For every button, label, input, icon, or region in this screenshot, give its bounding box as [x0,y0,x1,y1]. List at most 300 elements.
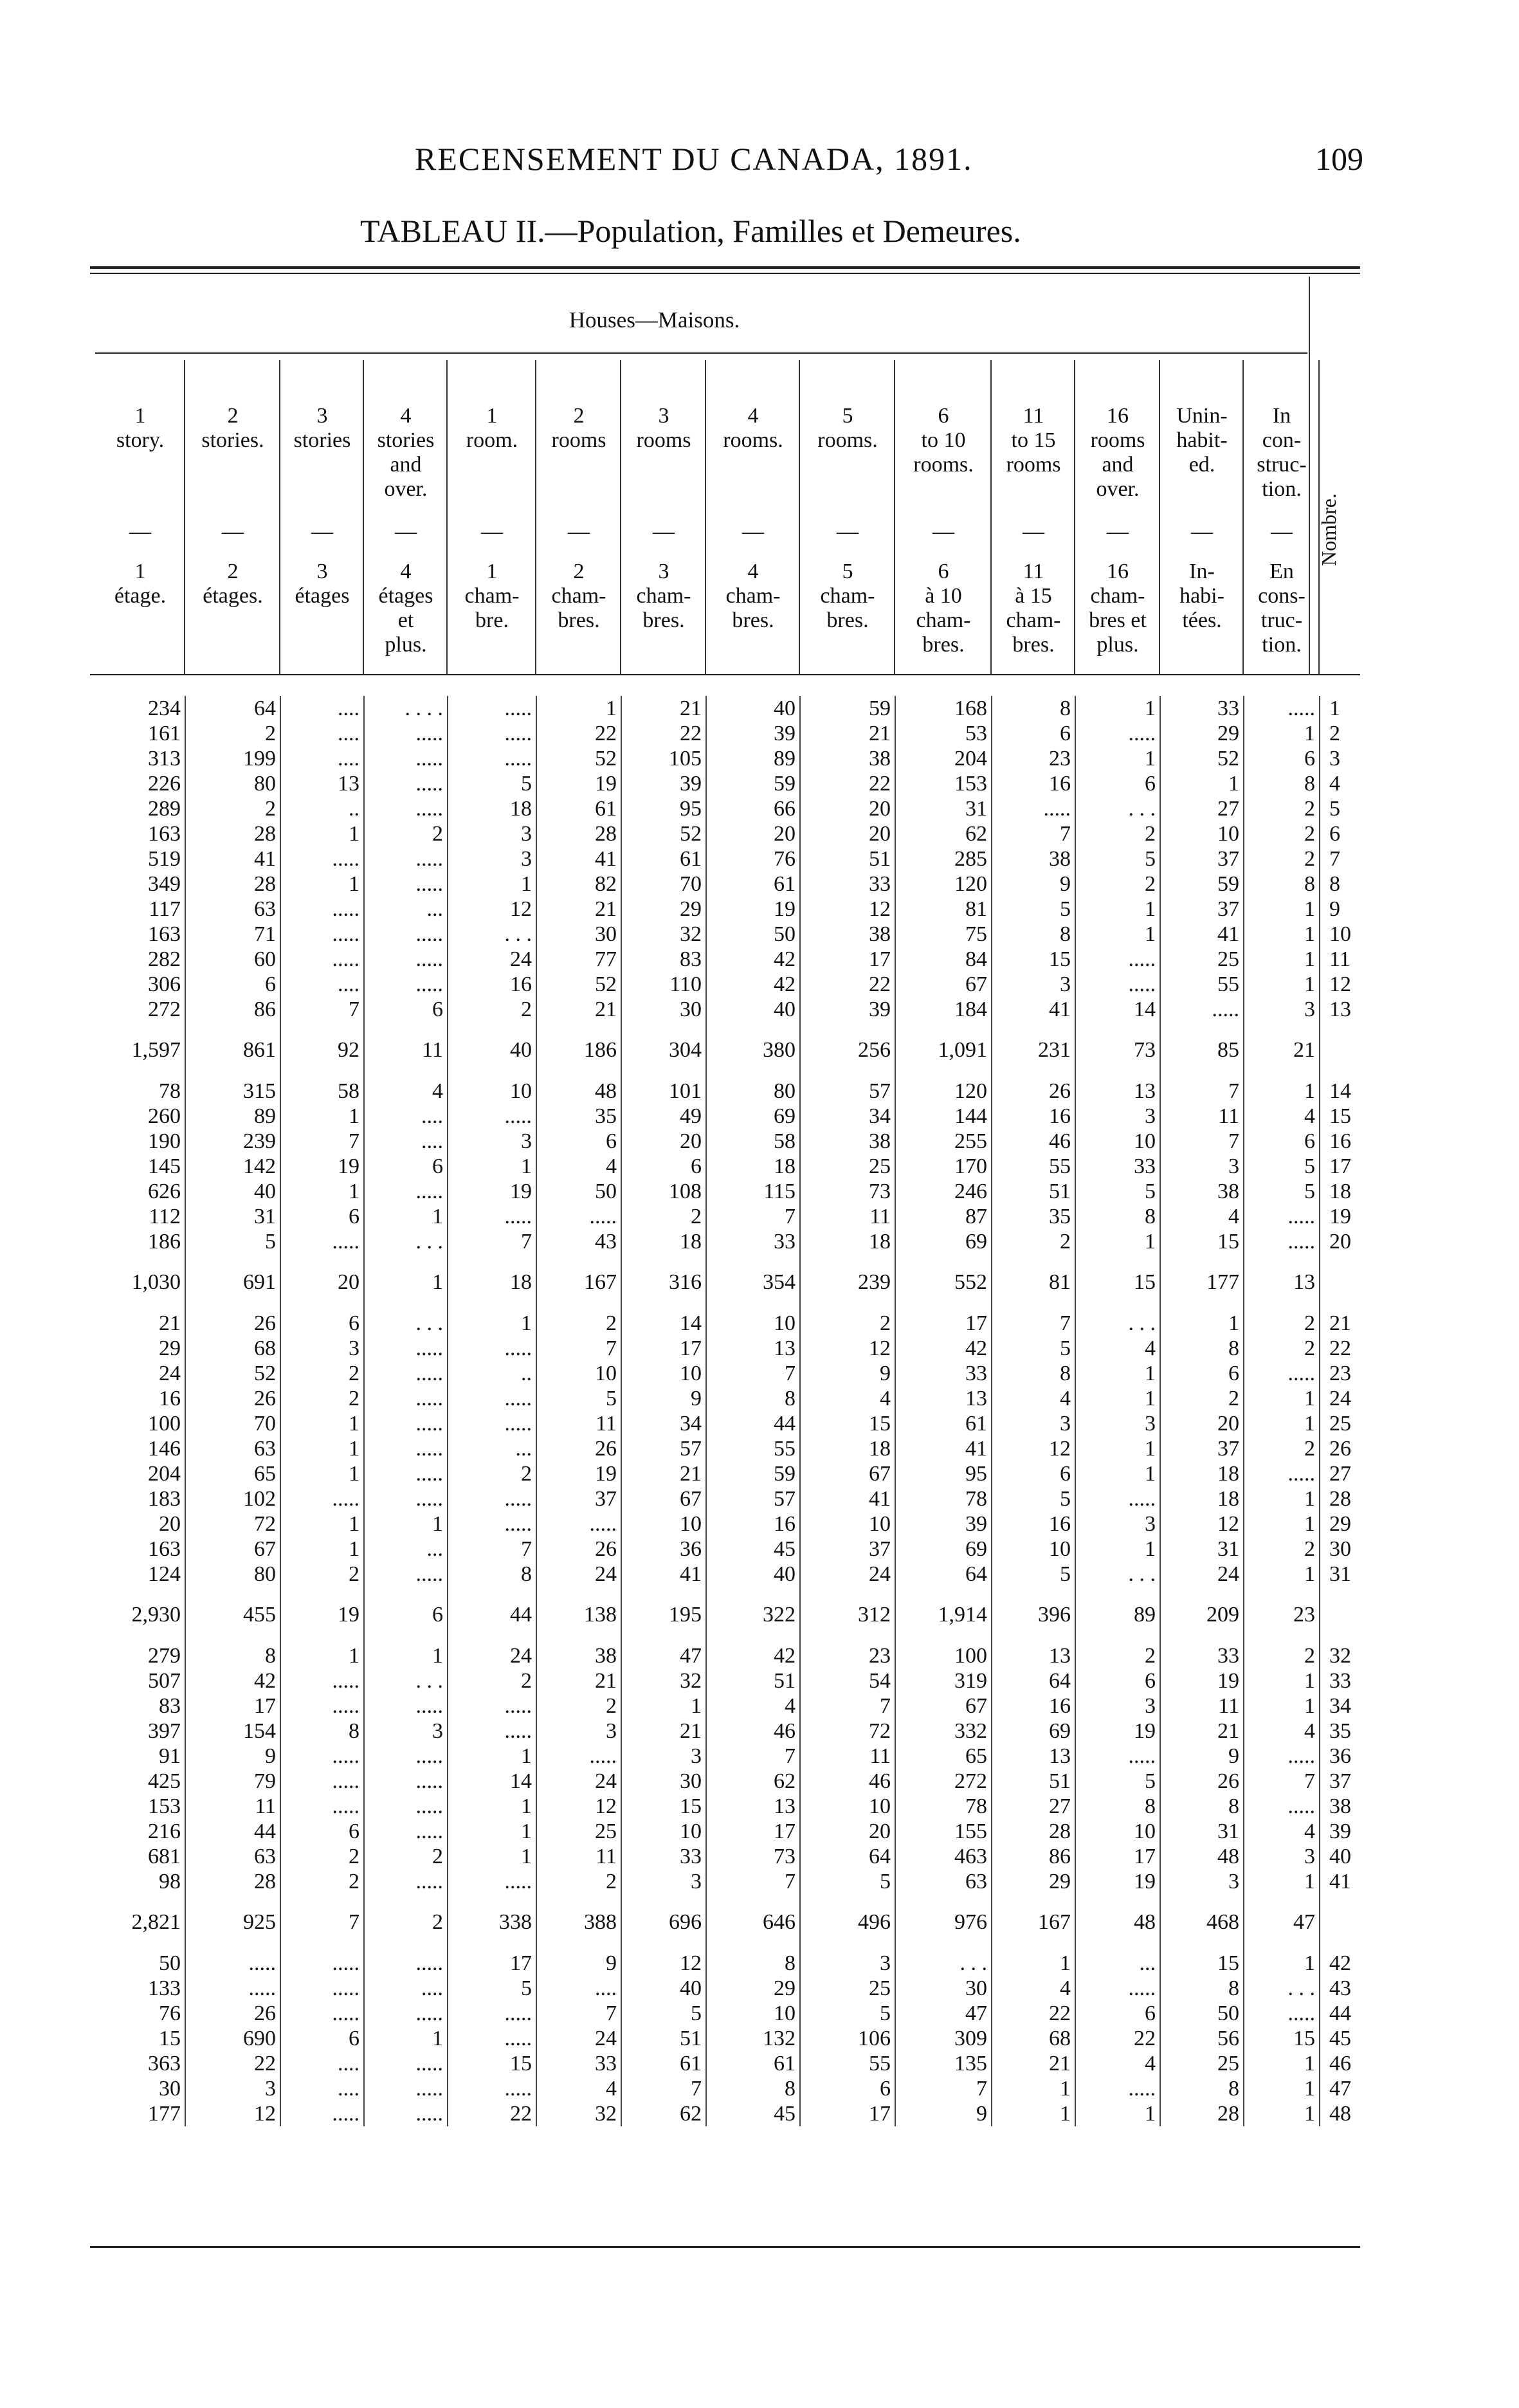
table-row [95,846,1378,871]
top-double-rule-inner [90,273,1360,274]
table-cell: 26 [992,1079,1075,1104]
table-row [95,1436,1378,1461]
table-cell: 40 [621,1976,706,2001]
table-cell: 10 [621,1511,706,1537]
table-cell: ..... [364,972,448,997]
table-cell: 16 [706,1511,800,1537]
table-cell: 63 [895,1869,992,1894]
table-cell: 23 [1244,1587,1320,1643]
header-line: to 15 [1011,428,1056,452]
table-cell: 43 [536,1229,621,1254]
table-cell: 24 [448,1643,536,1668]
header-dash: — [481,520,503,543]
table-cell: ..... [364,721,448,746]
table-cell: 17 [800,2101,895,2126]
table-cell: 63 [185,1436,280,1461]
header-line: bres. [558,608,600,632]
table-cell: ..... [364,771,448,796]
section-heading-underline [95,352,1307,354]
header-dash: — [742,520,764,543]
table-cell: 72 [185,1511,280,1537]
header-line: to 10 [921,428,966,452]
table-cell: . . . [1075,796,1160,821]
table-cell: 6 [992,1461,1075,1486]
table-cell: 226 [95,771,185,796]
table-cell: 89 [185,1104,280,1129]
table-cell: 7 [536,1336,621,1361]
table-cell: ..... [448,1204,536,1229]
top-double-rule [90,266,1360,269]
table-cell: ..... [448,1104,536,1129]
table-cell: 38 [800,1129,895,1154]
table-cell: ..... [1244,2001,1320,2026]
header-line: rooms [551,428,606,452]
subtotal-row [95,1254,1378,1311]
table-cell: 552 [895,1254,992,1311]
table-cell: 33 [621,1844,706,1869]
header-line: bres et [1089,608,1147,632]
table-cell: 24 [95,1361,185,1386]
table-cell: ..... [364,1461,448,1486]
table-cell: 388 [536,1894,621,1951]
table-cell: 204 [95,1461,185,1486]
table-cell: 48 [1075,1894,1160,1951]
table-cell: 425 [95,1769,185,1794]
table-cell: 3 [448,821,536,846]
header-dash: — [311,520,333,543]
table-cell: 5 [1244,1179,1320,1204]
table-cell: 38 [800,746,895,771]
table-cell: 22 [992,2001,1075,2026]
header-line: cham- [551,584,606,608]
row-number: 37 [1329,1769,1351,1793]
table-row [95,947,1378,972]
column-header-fr [621,560,706,633]
subtotal-row [95,1022,1378,1079]
table-cell: 177 [95,2101,185,2126]
table-cell: 22 [800,972,895,997]
table-cell: 21 [621,696,706,721]
table-cell: 4 [1160,1204,1244,1229]
table-cell: 167 [992,1894,1075,1951]
table-cell: 42 [706,972,800,997]
table-cell: 100 [95,1411,185,1436]
table-cell: 41 [536,846,621,871]
table-cell: 349 [95,871,185,897]
table-cell: 5 [185,1229,280,1254]
table-cell: 354 [706,1254,800,1311]
row-number: 18 [1329,1180,1351,1203]
header-line: 2 [573,560,585,583]
table-cell: 57 [621,1436,706,1461]
table-cell: 10 [448,1079,536,1104]
table-cell: 4 [536,1154,621,1179]
table-cell: 18 [800,1229,895,1254]
header-line: 2 [227,560,239,583]
table-cell: 3 [1075,1693,1160,1719]
table-cell: 3 [1075,1511,1160,1537]
table-cell: 89 [1075,1587,1160,1643]
table-cell: 1 [1244,2051,1320,2076]
table-cell: ..... [364,796,448,821]
table-cell: 115 [706,1179,800,1204]
table-cell: 20 [1160,1411,1244,1436]
table-cell: 12 [1160,1511,1244,1537]
header-line: In [1272,404,1291,428]
subtotal-row [95,1894,1378,1951]
table-cell: 34 [621,1411,706,1436]
table-cell: ..... [364,1794,448,1819]
table-cell: 8 [280,1719,364,1744]
table-cell: ..... [364,1769,448,1794]
table-cell: 10 [706,1311,800,1336]
table-cell: ..... [448,1386,536,1411]
table-cell: 10 [536,1361,621,1386]
table-cell: 1 [280,1537,364,1562]
table-cell: 1 [448,1819,536,1844]
table-cell: 2 [280,1361,364,1386]
table-cell: 28 [536,821,621,846]
table-cell: ..... [448,746,536,771]
table-cell: ..... [448,1511,536,1537]
table-row [95,1386,1378,1411]
table-cell: 18 [1160,1461,1244,1486]
table-row [95,1844,1378,1869]
table-row [95,1204,1378,1229]
table-cell: 16 [992,1693,1075,1719]
table-cell: 11 [536,1844,621,1869]
header-line: 2 [227,404,239,428]
table-cell: 1 [1075,2101,1160,2126]
table-cell: 108 [621,1179,706,1204]
table-cell: 55 [992,1154,1075,1179]
table-cell: 39 [706,721,800,746]
table-cell: 30 [536,922,621,947]
table-cell: 61 [895,1411,992,1436]
table-cell: 73 [800,1179,895,1204]
table-cell: 6 [280,2026,364,2051]
row-number: 33 [1329,1669,1351,1693]
table-cell: 6 [992,721,1075,746]
table-cell: 4 [1075,2051,1160,2076]
table-cell: 29 [992,1869,1075,1894]
table-cell: ..... [280,2001,364,2026]
table-cell: 89 [706,746,800,771]
table-cell: 21 [95,1311,185,1336]
table-cell: 7 [706,1204,800,1229]
table-cell: 40 [706,997,800,1022]
table-cell: 68 [992,2026,1075,2051]
row-number: 19 [1329,1205,1351,1228]
row-number: 36 [1329,1744,1351,1768]
table-cell: 33 [800,871,895,897]
table-cell: 1 [280,1179,364,1204]
table-cell: 11 [800,1744,895,1769]
table-cell: 26 [536,1537,621,1562]
table-cell: ..... [364,2051,448,2076]
table-cell: 59 [800,696,895,721]
table-cell: 6 [185,972,280,997]
header-line: cons- [1258,584,1305,608]
table-cell: ..... [448,721,536,746]
table-row [95,1668,1378,1693]
table-cell: 51 [800,846,895,871]
table-cell: 22 [448,2101,536,2126]
table-cell: 1 [536,696,621,721]
column-header-en [95,404,185,543]
table-cell: 46 [706,1719,800,1744]
table-cell: 38 [992,846,1075,871]
table-cell: 7 [706,1744,800,1769]
header-line: bre. [475,608,509,632]
table-cell: 95 [621,796,706,821]
header-line: 4 [400,404,412,428]
header-line: bres. [642,608,685,632]
table-cell: 144 [895,1104,992,1129]
table-cell: 33 [1075,1154,1160,1179]
column-header-en [621,404,706,543]
table-cell: 10 [800,1794,895,1819]
table-row [95,1794,1378,1819]
table-cell: 95 [895,1461,992,1486]
table-cell: 1 [1160,771,1244,796]
table-cell: ..... [1075,1486,1160,1511]
header-line: tées. [1182,608,1222,632]
table-cell: ..... [364,1744,448,1769]
table-cell: 9 [800,1361,895,1386]
table-cell: 78 [895,1794,992,1819]
header-line: 3 [658,560,669,583]
table-cell: 80 [185,1562,280,1587]
table-cell: 2 [1160,1386,1244,1411]
table-cell: 691 [185,1254,280,1311]
row-number: 42 [1329,1951,1351,1975]
table-cell: 20 [800,821,895,846]
table-cell: 6 [1160,1361,1244,1386]
table-cell: 246 [895,1179,992,1204]
table-cell: 2 [1244,1336,1320,1361]
table-cell: 272 [95,997,185,1022]
table-cell: ..... [448,2026,536,2051]
header-line: 1 [134,560,146,583]
header-line: rooms. [913,453,974,477]
table-cell: 304 [621,1022,706,1079]
table-cell: 12 [800,1336,895,1361]
table-cell: 30 [621,997,706,1022]
table-cell: 40 [448,1022,536,1079]
table-cell: .... [280,696,364,721]
table-cell: 33 [1160,696,1244,721]
table-cell: 6 [800,2076,895,2101]
row-number: 24 [1329,1387,1351,1410]
table-cell: ..... [1244,1744,1320,1769]
table-cell: .... [280,2076,364,2101]
header-line: bres. [922,633,965,657]
table-cell: ..... [185,1976,280,2001]
header-line: In- [1189,560,1215,583]
header-line: cham- [820,584,875,608]
table-cell: ..... [364,1411,448,1436]
table-row [95,871,1378,897]
column-header-en [1075,404,1160,543]
table-cell: . . . [364,1311,448,1336]
table-cell: 6 [280,1204,364,1229]
table-cell: 2 [448,1461,536,1486]
table-cell: 100 [895,1643,992,1668]
row-number: 8 [1329,872,1340,896]
table-cell: 55 [800,2051,895,2076]
table-cell: 15 [992,947,1075,972]
table-cell: 14 [1075,997,1160,1022]
table-cell: 163 [95,1537,185,1562]
table-cell: 59 [706,771,800,796]
table-cell: 7 [800,1693,895,1719]
table-cell: 32 [621,922,706,947]
header-line: 16 [1107,404,1129,428]
header-dash: — [1191,520,1213,543]
table-cell: 58 [280,1079,364,1104]
table-cell: 2 [185,796,280,821]
table-cell: 5 [992,897,1075,922]
running-title: RECENSEMENT DU CANADA, 1891. [415,141,973,177]
table-cell: 4 [992,1976,1075,2001]
table-row [95,2076,1378,2101]
table-cell: 6 [621,1154,706,1179]
table-cell: 19 [1075,1869,1160,1894]
header-line: étages [378,584,433,608]
table-cell: 81 [992,1254,1075,1311]
table-cell: 67 [621,1486,706,1511]
table-row [95,2101,1378,2126]
table-cell: 64 [185,696,280,721]
table-cell: 26 [185,1311,280,1336]
table-cell: 8 [185,1643,280,1668]
header-line: bres. [826,608,869,632]
table-cell: ..... [280,947,364,972]
table-cell: 55 [706,1436,800,1461]
table-cell: 30 [621,1769,706,1794]
table-cell: 39 [895,1511,992,1537]
row-number: 40 [1329,1845,1351,1868]
table-cell: ..... [1075,1744,1160,1769]
table-cell: .... [280,2051,364,2076]
row-number: 34 [1329,1694,1351,1718]
table-cell: 16 [992,1104,1075,1129]
table-cell: 28 [185,871,280,897]
table-cell: ..... [280,2101,364,2126]
table-cell: 34 [800,1104,895,1129]
table-row [95,897,1378,922]
table-cell: ..... [448,696,536,721]
table-cell: 132 [706,2026,800,2051]
header-line: habit- [1176,428,1228,452]
table-cell: 22 [185,2051,280,2076]
table-cell: 19 [536,771,621,796]
table-cell: 1 [1244,1079,1320,1104]
table-cell: 496 [800,1894,895,1951]
table-cell: 23 [992,746,1075,771]
table-cell: 45 [706,1537,800,1562]
table-cell: 80 [185,771,280,796]
table-cell: 15 [1075,1254,1160,1311]
table-cell: 61 [706,871,800,897]
table-cell: ..... [364,1693,448,1719]
table-cell: 12 [621,1951,706,1976]
table-cell: 67 [185,1537,280,1562]
table-cell: 21 [621,1461,706,1486]
table-cell: 289 [95,796,185,821]
column-header-fr [364,560,448,657]
table-cell: 24 [536,1769,621,1794]
table-cell: 1,914 [895,1587,992,1643]
row-number: 10 [1329,922,1351,946]
column-header-en [448,404,536,543]
table-cell: 8 [1160,2076,1244,2101]
column-header-en [1160,404,1244,543]
table-cell: 73 [706,1844,800,1869]
table-cell: 12 [536,1794,621,1819]
table-cell: 16 [992,1511,1075,1537]
table-cell: 59 [706,1461,800,1486]
column-header-fr [1075,560,1160,657]
table-row [95,1461,1378,1486]
table-cell: ..... [280,1229,364,1254]
table-cell: 38 [1160,1179,1244,1204]
table-cell: 163 [95,922,185,947]
table-cell: 1 [364,2026,448,2051]
table-cell: 66 [706,796,800,821]
header-line: tion. [1262,477,1302,501]
table-cell: 81 [895,897,992,922]
table-row [95,1693,1378,1719]
header-line: cham- [464,584,520,608]
table-cell: 26 [185,1386,280,1411]
table-cell: 2 [1244,1643,1320,1668]
table-cell: 216 [95,1819,185,1844]
table-cell: 5 [1244,1154,1320,1179]
table-cell: 2 [364,1894,448,1951]
table-row [95,721,1378,746]
table-cell: 8 [448,1562,536,1587]
table-cell: 11 [364,1022,448,1079]
table-cell: 7 [706,1869,800,1894]
table-cell: 20 [95,1511,185,1537]
table-cell: 1 [1244,2076,1320,2101]
table-cell: 309 [895,2026,992,2051]
table-cell: .... [536,1976,621,2001]
table-cell: 18 [706,1154,800,1179]
table-cell: 8 [1244,871,1320,897]
column-header-fr [95,560,185,608]
table-cell: 29 [1160,721,1244,746]
table-cell: 646 [706,1894,800,1951]
table-cell: 21 [621,1719,706,1744]
table-cell: ..... [1075,721,1160,746]
table-cell: 21 [1244,1022,1320,1079]
column-header-fr [992,560,1075,657]
table-cell: ..... [364,1819,448,1844]
table-cell: 3 [800,1951,895,1976]
table-cell: ..... [364,2001,448,2026]
table-cell: 5 [800,1869,895,1894]
table-cell: 7 [992,1311,1075,1336]
table-cell: 7 [448,1229,536,1254]
table-cell: 11 [1160,1104,1244,1129]
table-cell: 48 [536,1079,621,1104]
row-number: 23 [1329,1362,1351,1385]
table-cell: 79 [185,1769,280,1794]
page-number: 109 [1315,141,1363,177]
